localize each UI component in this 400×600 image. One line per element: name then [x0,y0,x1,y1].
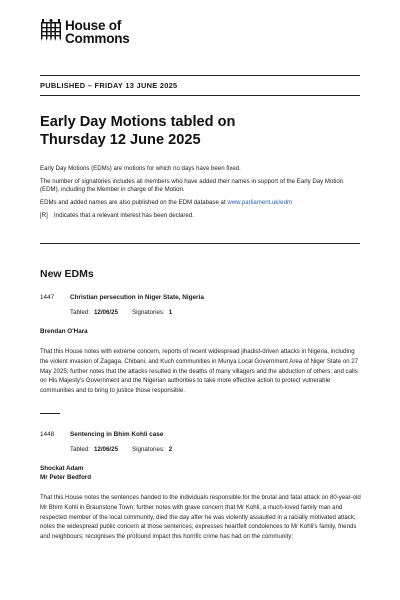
intro-notes [40,165,362,225]
logo-line-1: House of [65,18,122,33]
edm-meta [70,446,360,453]
signatories-count: 2 [168,446,173,453]
page-title [40,113,360,149]
signer-name[interactable]: Mr Peter Bedford [40,474,92,481]
portcullis-icon [40,19,62,43]
edm-entry [40,431,360,542]
edm-header [40,294,360,301]
signer-name[interactable]: Brendan O'Hara [40,328,88,335]
edm-motion-text: That this House notes the sentences handed to the individuals responsible for the brutal and fatal attack on 80-year-old Mr Bhim Kohli in Braunstone Town; further notes with grave concern that Mr Kohli, a much-loved family man and respected member of the local community, died the day after he was violently assaulted in a racially motivated attack; notes the widespread public concern at those sentences; expresses heartfelt condolences to Mr Kohli's family, friends and neighbours; recognises the profound impact this horrific crime has had on the community; [40,494,361,541]
signatories-count: 1 [168,309,173,316]
edm-header [40,431,360,438]
intro-rule [40,243,360,244]
signatories-label: Signatories: [132,446,165,453]
logo-line-2: Commons [65,31,130,46]
intro-paragraph: Early Day Motions (EDMs) are motions for which no days have been fixed. [40,165,241,172]
intro-text: Indicates that a relevant interest has been declared. [54,211,194,219]
tabled-label: Tabled: [70,309,90,316]
logo-wordmark [65,19,130,45]
tabled-date: 12/06/25 [93,309,119,316]
interest-marker: [R] [40,211,48,219]
tabled-date: 12/06/25 [93,446,119,453]
intro-text: EDMs and added names are also published on the EDM database at [40,199,228,207]
edm-meta [70,309,360,316]
intro-paragraph: The number of signatories includes all members who have added their names in support of the Early Day Motion (EDM), including the Member in charge of the Motion. [40,177,344,194]
page-title-line-2: Thursday 12 June 2025 [40,132,201,148]
section-heading-new-edms: New EDMs [40,268,94,280]
intro-paragraph [40,212,362,221]
edm-entry [40,294,360,396]
signer-name[interactable]: Shockat Adam [40,465,84,472]
edm-motion-text: That this House notes with extreme concern, reports of recent widespread jihadist-driven attacks in Nigeria, including the violent invasion of Zagaga, Chibani, and Kuch communities in Munya Local Government Area of Niger State on 27 May 2025; further notes that the attacks resulted in the deaths of many villagers and the abduction of others; and calls on His Majesty's Government and the Nigerian authorities to take more effective action to protect vulnerable communities and to bring to justice those responsible. [40,348,359,395]
top-rule [40,75,360,76]
edm-number: 1447 [40,294,55,301]
house-of-commons-logo [40,19,130,45]
edm-number: 1448 [40,431,55,438]
signatories-label: Signatories: [132,309,165,316]
edm-title[interactable]: Sentencing in Bhim Kohli case [70,431,164,438]
edm-title[interactable]: Christian persecution in Niger State, Nigeria [70,294,204,301]
tabled-label: Tabled: [70,446,90,453]
edm-database-link[interactable]: www.parliament.uk/edm [227,199,293,207]
edm-separator [40,413,60,414]
edm-signers [40,464,360,482]
published-rule [40,95,360,96]
edm-signers [40,327,360,336]
published-date: PUBLISHED – FRIDAY 13 JUNE 2025 [40,81,178,90]
page-title-line-1: Early Day Motions tabled on [40,114,236,130]
intro-paragraph [40,199,362,208]
